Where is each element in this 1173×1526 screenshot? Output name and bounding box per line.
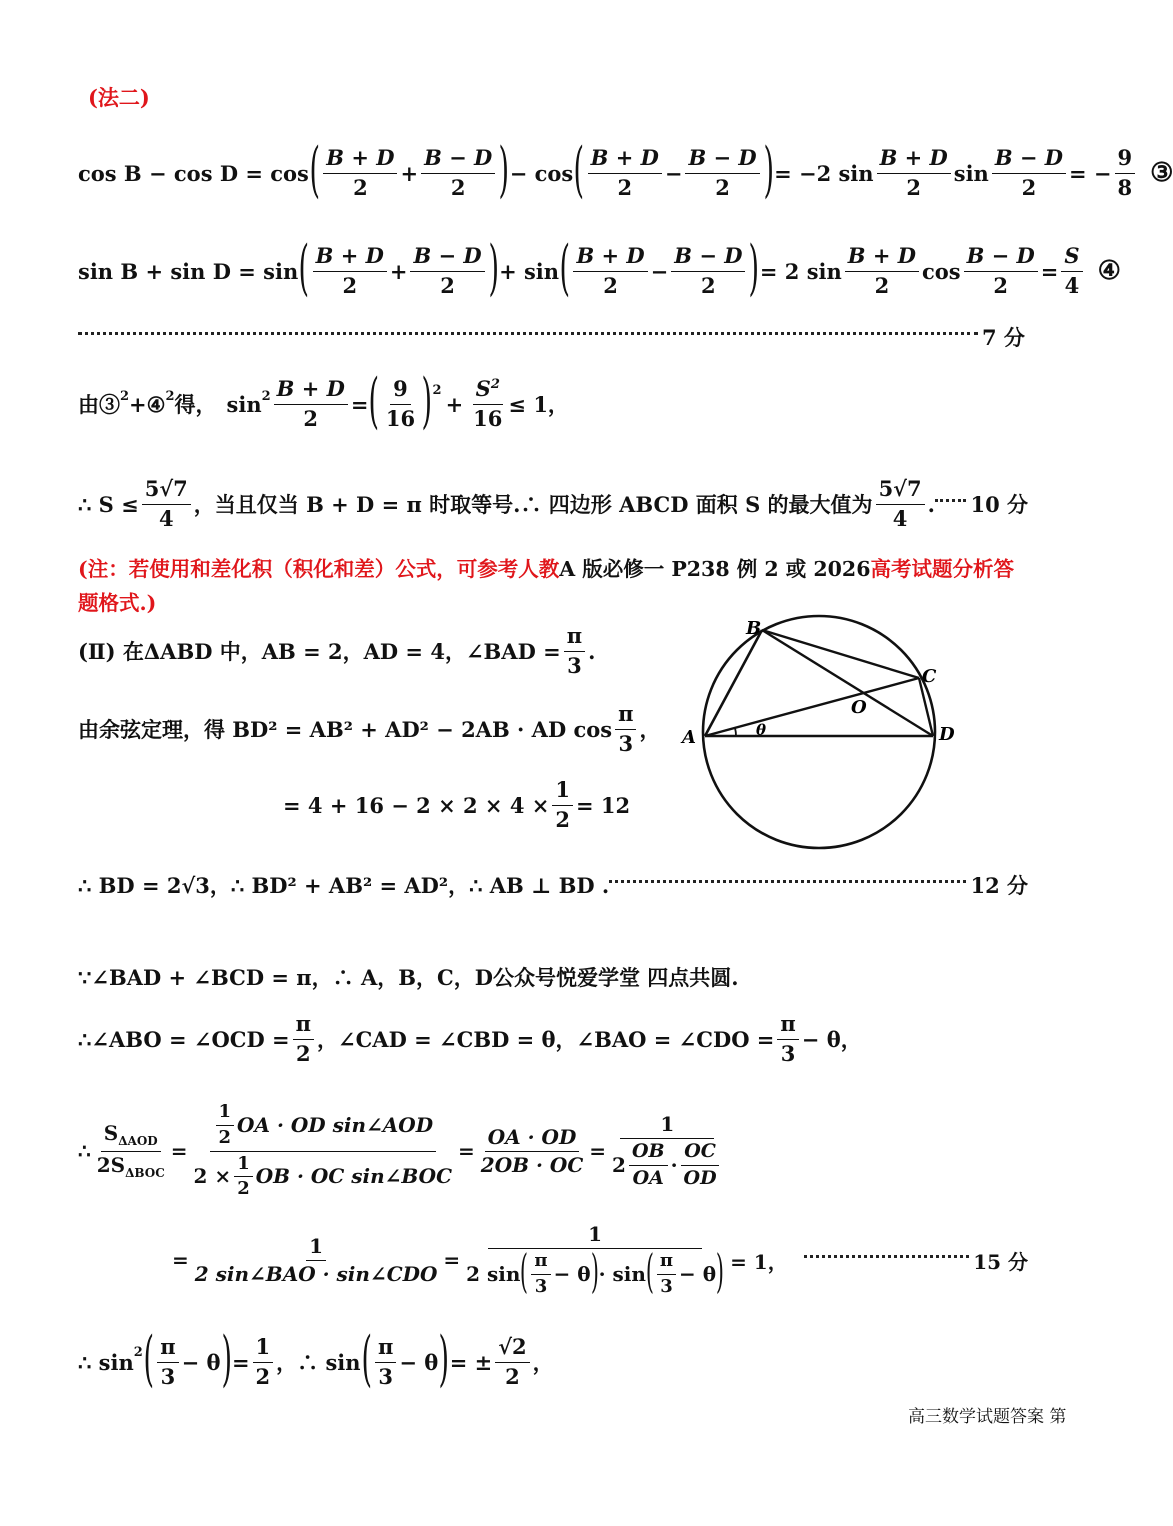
equation-3: cos B − cos D = cos ( $\frac{B + D}{2}$ + $\frac{B - D}{2}$ ) − cos ( $\frac{B + D}{2}$ − $\frac{B - D}{2}$ ) = −2 sin $\frac{B + D}{2}$ sin $\frac{B - D}{2}$ = − $\frac{9}{8}$ ③ [78,135,1173,205]
score-15: 15 分 [973,1249,1028,1274]
frac: $\frac{S_{\Delta AOD}}{2S_{\Delta BOC}}$ [96,1120,165,1180]
page-footer: 高三数学试题答案 第 [908,1407,1067,1427]
frac: $\frac{S^2}{16}$ [473,376,503,431]
frac: $\frac{B + D}{2}$ [573,244,647,297]
frac: $\frac{B + D}{2}$ [588,146,662,199]
eq4-lhs: sin B + sin D = sin [78,258,299,284]
label-theta: θ [756,721,767,739]
frac: $\frac{\pi}{3}$ [777,1012,798,1065]
score-line-7 [78,322,1028,352]
dotted-leader [78,332,978,335]
frac: $\frac{S}{4}$ [1061,244,1082,297]
frac: $\frac{B - D}{2}$ [685,146,759,199]
final-line: ∴ sin $^2$ ( $\frac{\pi}{3}$ − θ ) = $\frac{1}{2}$ ，∴ sin ( $\frac{\pi}{3}$ − θ ) = ± $\frac{√2}{2}$ ， [78,1324,554,1394]
frac: $\frac{\pi}{3}$ [157,1335,178,1388]
frac: $\frac{1}{2}$ OA · OD sin∠AOD 2 × $\frac{1}{2}$ OB · OC sin∠BOC [193,1101,453,1200]
frac: $\frac{1}{2}$ [552,778,573,831]
eq3-rhs: = −2 sin [774,160,874,186]
frac: $\frac{5√7}{4}$ [142,477,191,530]
frac: $\frac{\pi}{3}$ [564,624,585,677]
label-D: D [939,724,955,745]
frac: $\frac{\pi}{2}$ [293,1012,314,1065]
note: (注：若使用和差化积（积化和差）公式，可参考人教A 版必修一 P238 例 2 或 2026高考试题分析答 题格式.) [78,557,1014,615]
score-10: 10 分 [970,492,1028,517]
dotted-leader [935,499,967,502]
eq3-mid: − cos [509,160,574,186]
angles-line: ∴∠ABO = ∠OCD = $\frac{\pi}{2}$ ，∠CAD = ∠CBD = θ，∠BAO = ∠CDO = $\frac{\pi}{3}$ − θ， [78,1011,862,1066]
frac: $\frac{OA \cdot OD}{2OB \cdot OC}$ [480,1124,584,1177]
label-B: B [746,618,762,639]
frac: $\frac{B + D}{2}$ [877,146,951,199]
eq4-rhs: = 2 sin [759,258,842,284]
equation-6: ∴ S ≤ $\frac{5√7}{4}$ ，当且仅当 B + D = π 时取等号.∴ 四边形 ABCD 面积 S 的最大值为 $\frac{5√7}{4}$ . 10 分 [78,476,1028,531]
dotted-leader [804,1255,970,1258]
part2-line1: (Ⅱ) 在ΔABD 中，AB = 2，AD = 4，∠BAD = $\frac{\pi}{3}$ . [78,623,596,678]
label-A: A [682,727,696,748]
frac: $\frac{1}{\text{2 sin∠BAO · sin∠CDO}}$ [194,1233,438,1286]
frac: $\frac{B + D}{2}$ [313,244,387,297]
frac: $\frac{B - D}{2}$ [992,146,1066,199]
ratio-line-1: ∴ $\frac{S_{\Delta AOD}}{2S_{\Delta BOC}}$ = $\frac{1}{2}$ OA · OD sin∠AOD 2 × $\frac{1}{2}$ OB · OC sin∠BOC = $\frac{OA \cdot OD}{2OB \cdot OC}$ = 1 2 $\frac{OB}{OA}$ · $\frac{OC}{OD}$ [78,1096,729,1206]
frac: $\frac{B - D}{2}$ [421,146,495,199]
eq4-mid: + sin [499,258,560,284]
frac: $\frac{9}{8}$ [1115,146,1136,199]
score-line-12: ∴ BD = 2√3，∴ BD² + AB² = AD²，∴ AB ⊥ BD . 12 分 [78,868,1028,902]
frac: $\frac{5√7}{4}$ [876,477,925,530]
frac: $\frac{1}{2}$ [253,1335,274,1388]
ratio-line-2: = $\frac{1}{\text{2 sin∠BAO · sin∠CDO}}$ = 1 2 sin ( $\frac{\pi}{3}$ − θ ) · sin ( $\frac{\pi}{3}$ − θ ) = 1， 15 分 [172,1221,1028,1298]
marker-3: ③ [1150,158,1173,188]
frac: $\frac{B + D}{2}$ [323,146,397,199]
eq3-lhs: cos B − cos D = cos [78,160,309,186]
frac: $\frac{√2}{2}$ [495,1335,529,1388]
frac: 1 2 $\frac{OB}{OA}$ · $\frac{OC}{OD}$ [609,1113,726,1190]
label-C: C [922,666,937,687]
frac: $\frac{9}{16}$ [385,376,416,431]
part2-line2: 由余弦定理，得 BD² = AB² + AD² − 2AB · AD cos $\frac{\pi}{3}$ ， [78,701,661,756]
frac: $\frac{B - D}{2}$ [671,244,745,297]
equation-4: sin B + sin D = sin ( $\frac{B + D}{2}$ + $\frac{B - D}{2}$ ) + sin ( $\frac{B + D}{2}$ − $\frac{B - D}{2}$ ) = 2 sin $\frac{B + D}{2}$ cos $\frac{B - D}{2}$ = $\frac{S}{4}$ ④ [78,233,1121,303]
circle-figure [680,612,970,862]
frac: $\frac{B - D}{2}$ [964,244,1038,297]
score-12: 12 分 [970,873,1028,898]
frac: $\frac{\pi}{3}$ [615,702,636,755]
frac: 1 2 sin ( $\frac{\pi}{3}$ − θ ) · sin ( $\frac{\pi}{3}$ − θ ) [466,1221,725,1298]
label-O: O [851,697,867,718]
dotted-leader [609,880,966,883]
method-heading: (法二) [88,85,150,110]
equation-5: 由③ $^2$ +④ $^2$ 得， sin $^2$ $\frac{B + D}{2}$ = ( $\frac{9}{16}$ ) $^2$ + $\frac{S^2}{16}$ ≤ 1， [78,366,569,436]
frac: $\frac{\pi}{3}$ [375,1335,396,1388]
frac: $\frac{B - D}{2}$ [410,244,484,297]
frac: $\frac{B + D}{2}$ [274,377,348,430]
part2-line3: = 4 + 16 − 2 × 2 × 4 × $\frac{1}{2}$ = 12 [283,777,631,832]
frac: $\frac{B + D}{2}$ [845,244,919,297]
marker-4: ④ [1097,256,1121,286]
score-7: 7 分 [982,325,1025,350]
concyclic-line: ∵∠BAD + ∠BCD = π，∴ A，B，C，D公众号悦爱学堂 四点共圆. [78,965,739,990]
